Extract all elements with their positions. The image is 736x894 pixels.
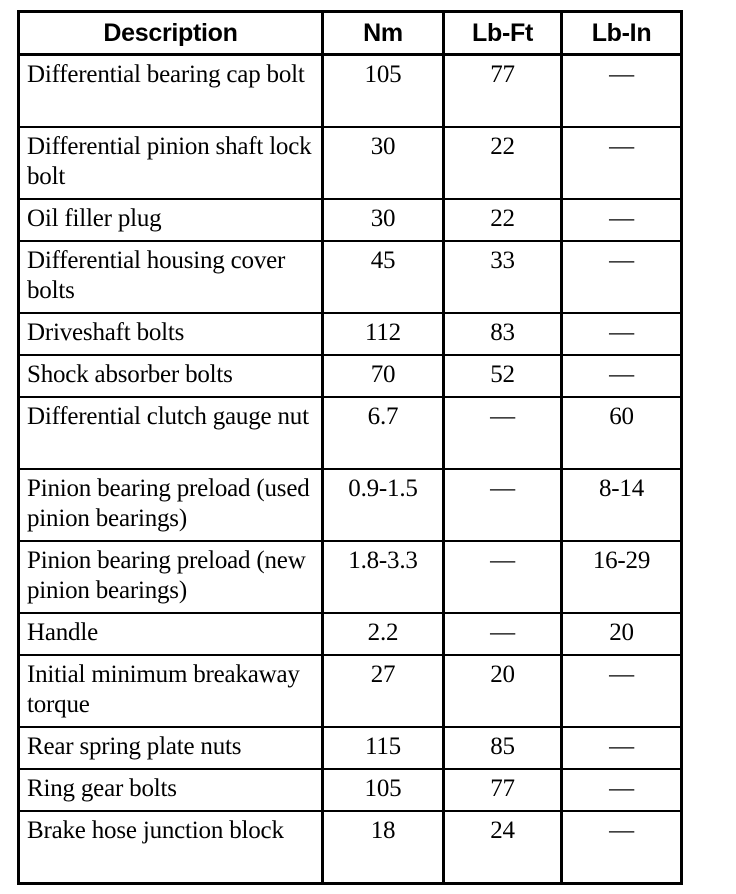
table-row [19, 313, 682, 355]
cell-lbft: — [444, 613, 562, 655]
cell-nm: 0.9-1.5 [323, 469, 444, 541]
cell-lbft: 52 [444, 355, 562, 397]
cell-description: Rear spring plate nuts [19, 727, 323, 769]
table-row [19, 727, 682, 769]
cell-nm: 2.2 [323, 613, 444, 655]
table-row [19, 397, 682, 469]
cell-lbin: — [562, 811, 682, 884]
cell-nm: 45 [323, 241, 444, 313]
cell-nm: 30 [323, 199, 444, 241]
cell-nm: 70 [323, 355, 444, 397]
table-row [19, 613, 682, 655]
cell-lbft: 77 [444, 769, 562, 811]
cell-lbft: 85 [444, 727, 562, 769]
table-row [19, 469, 682, 541]
cell-description: Differential clutch gauge nut [19, 397, 323, 469]
table-row [19, 127, 682, 199]
table-row [19, 199, 682, 241]
table-row [19, 541, 682, 613]
cell-lbin: — [562, 655, 682, 727]
cell-description: Differential housing cover bolts [19, 241, 323, 313]
table-row [19, 811, 682, 884]
cell-lbin: 60 [562, 397, 682, 469]
cell-lbin: — [562, 355, 682, 397]
cell-lbin: 20 [562, 613, 682, 655]
table-row [19, 769, 682, 811]
table-row [19, 241, 682, 313]
cell-lbft: — [444, 541, 562, 613]
header-nm: Nm [323, 12, 444, 55]
cell-lbin: — [562, 769, 682, 811]
cell-description: Shock absorber bolts [19, 355, 323, 397]
cell-lbft: 20 [444, 655, 562, 727]
cell-description: Ring gear bolts [19, 769, 323, 811]
cell-description: Oil filler plug [19, 199, 323, 241]
cell-nm: 105 [323, 55, 444, 128]
table-row [19, 355, 682, 397]
cell-nm: 27 [323, 655, 444, 727]
cell-nm: 105 [323, 769, 444, 811]
cell-description: Driveshaft bolts [19, 313, 323, 355]
cell-description: Pinion bearing preload (used pinion bearings) [19, 469, 323, 541]
cell-lbin: 8-14 [562, 469, 682, 541]
cell-description: Differential pinion shaft lock bolt [19, 127, 323, 199]
cell-lbft: 22 [444, 127, 562, 199]
cell-lbin: — [562, 199, 682, 241]
cell-lbft: 22 [444, 199, 562, 241]
cell-description: Pinion bearing preload (new pinion bearings) [19, 541, 323, 613]
cell-lbft: 77 [444, 55, 562, 128]
cell-description: Differential bearing cap bolt [19, 55, 323, 128]
header-lbft: Lb-Ft [444, 12, 562, 55]
cell-lbin: — [562, 241, 682, 313]
cell-lbft: 33 [444, 241, 562, 313]
cell-lbft: 24 [444, 811, 562, 884]
table-row [19, 655, 682, 727]
cell-nm: 6.7 [323, 397, 444, 469]
header-description: Description [19, 12, 323, 55]
header-lbin: Lb-In [562, 12, 682, 55]
cell-lbin: — [562, 727, 682, 769]
cell-lbin: — [562, 127, 682, 199]
cell-nm: 115 [323, 727, 444, 769]
cell-nm: 18 [323, 811, 444, 884]
cell-lbin: — [562, 55, 682, 128]
cell-description: Initial minimum breakaway torque [19, 655, 323, 727]
cell-nm: 112 [323, 313, 444, 355]
cell-nm: 1.8-3.3 [323, 541, 444, 613]
torque-spec-table [17, 10, 683, 885]
cell-lbft: — [444, 469, 562, 541]
cell-lbin: — [562, 313, 682, 355]
table-row [19, 55, 682, 128]
cell-lbin: 16-29 [562, 541, 682, 613]
cell-nm: 30 [323, 127, 444, 199]
cell-description: Brake hose junction block [19, 811, 323, 884]
cell-lbft: — [444, 397, 562, 469]
cell-description: Handle [19, 613, 323, 655]
table-header-row [19, 12, 682, 55]
cell-lbft: 83 [444, 313, 562, 355]
